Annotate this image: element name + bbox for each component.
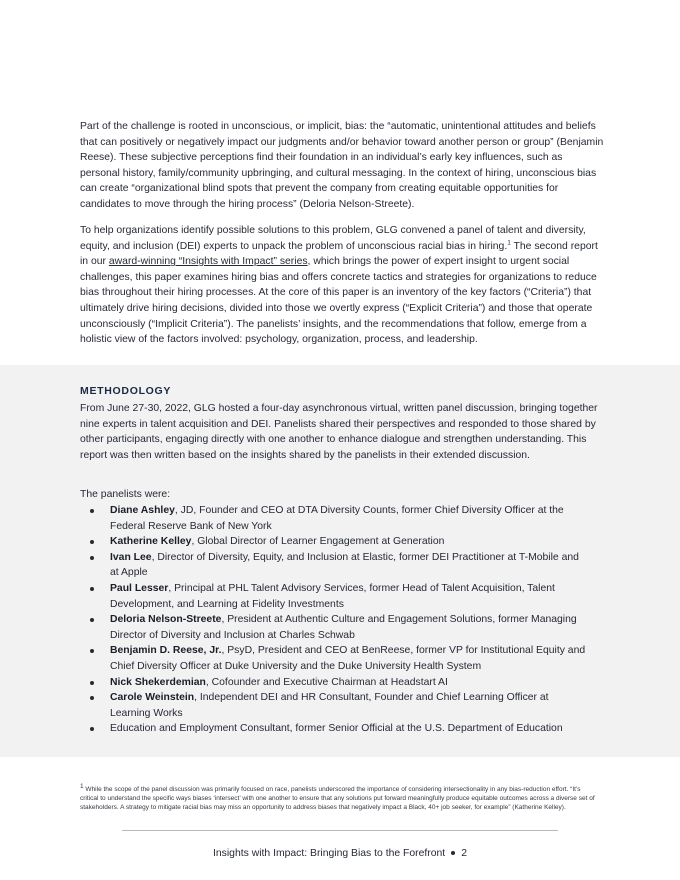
panelist-description: , Global Director of Learner Engagement at Generation: [191, 536, 445, 548]
panelist-description: , President at Authentic Culture and Engagement Solutions, former Managing Director of Diversity and Inclusion at Charles Schwab: [110, 614, 577, 641]
footnote-ref-1[interactable]: 1: [507, 239, 511, 247]
methodology-body: From June 27-30, 2022, GLG hosted a four-day asynchronous virtual, written panel discussion, bringing together nine experts in talent acquisition and DEI. Panelists shared their perspectives and responded to those shared by other participants, engaging directly with one another to enhance dialogue and strengthen understanding. This report was then written based on the insights shared by the panelists in their extended discussion.: [80, 403, 598, 461]
footnote-text: While the scope of the panel discussion was primarily focused on race, panelists underscored the importance of considering intersectionality in any bias-reduction effort. “It’s critical to understand the specific ways biases ‘intersect’ with one another to ensure that any solutions put forward meaningfully produce equitable outcomes across a diverse set of stakeholders. A strategy to mitigate racial bias may miss an opportunity to address biases that negatively impact a Black, 40+ job seeker, for example” (Katherine Kelley).: [80, 786, 595, 811]
panelist-name: Katherine Kelley: [110, 536, 192, 548]
panelists-list: [80, 503, 590, 737]
panelist-item: [80, 503, 590, 534]
panelist-description: , Independent DEI and HR Consultant, Founder and Chief Learning Officer at Learning Works: [110, 692, 549, 719]
panelist-description: , Principal at PHL Talent Advisory Services, former Head of Talent Acquisition, Talent Development, and Learning at Fidelity Investments: [110, 582, 555, 610]
methodology-heading: METHODOLOGY: [80, 385, 172, 397]
panelist-item: [80, 675, 590, 691]
footnote-marker: 1: [80, 782, 84, 790]
panelist-item: [80, 534, 590, 550]
intro-paragraph-2: [80, 223, 604, 348]
panelist-description: , Director of Diversity, Equity, and Inclusion at Elastic, former DEI Practitioner at T-Mobile and at Apple: [110, 551, 579, 579]
panelist-item: [80, 643, 590, 674]
panelist-name: Nick Shekerdemian: [110, 676, 206, 688]
footer-bullet-icon: [451, 851, 455, 855]
panelist-description: Education and Employment Consultant, former Senior Official at the U.S. Department of Education: [110, 723, 563, 735]
panelist-name: Ivan Lee: [110, 551, 152, 563]
panelist-name: Paul Lesser: [110, 582, 169, 594]
page-number: 2: [461, 848, 467, 859]
panelists-intro: The panelists were:: [80, 489, 171, 500]
panelist-item: [80, 690, 590, 721]
panelist-name: Deloria Nelson-Streete: [110, 614, 222, 626]
footer-divider: [122, 830, 558, 831]
insights-series-link[interactable]: award-winning “Insights with Impact” series: [108, 256, 308, 268]
panelist-item: [80, 550, 590, 581]
footer-title: Insights with Impact: Bringing Bias to the Forefront: [213, 848, 446, 859]
footnote: [80, 782, 595, 812]
panelist-item: [80, 721, 590, 737]
intro-paragraph-1: Part of the challenge is rooted in unconscious, or implicit, bias: the “automatic, unintentional attitudes and beliefs that can positively or negatively impact our judgments and/or behavior toward another person or group” (Benjamin Reese). These subjective perceptions find their foundation in an individual’s early key influences, such as personal history, family/community upbringing, and cultural messaging. In the context of hiring, unconscious bias can create “organizational blind spots that prevent the company from creating equitable opportunities for candidates to move through the hiring process” (Deloria Nelson-Streete).: [80, 121, 604, 210]
panelist-name: Diane Ashley: [110, 505, 175, 516]
panelist-description: , PsyD, President and CEO at BenReese, former VP for Institutional Equity and Chief Diversity Officer at Duke University and the Duke University Health System: [110, 645, 586, 672]
intro-paragraph-2-text-a: To help organizations identify possible solutions to this problem, GLG convened a panel of talent and diversity, equity, and inclusion (DEI) experts to unpack the problem of unconscious racial bias in hiring.: [80, 225, 586, 252]
panelist-name: Carole Weinstein: [110, 692, 195, 704]
panelist-name: Benjamin D. Reese, Jr.: [110, 645, 222, 657]
intro-paragraph-2-text-b: The second report in our: [80, 240, 598, 268]
panelist-item: [80, 612, 590, 643]
panelist-description: , Cofounder and Executive Chairman at Headstart AI: [205, 676, 448, 688]
page-footer: [0, 848, 680, 859]
panelist-description: , JD, Founder and CEO at DTA Diversity Counts, former Chief Diversity Officer at the Federal Reserve Bank of New York: [110, 505, 564, 532]
intro-paragraph-2-text-c: , which brings the power of expert insight to urgent social challenges, this paper examines hiring bias and offers concrete tactics and strategies for organizations to reduce bias throughout their hiring processes. At the core of this paper is an inventory of the key factors (“Criteria”) that ultimately drive hiring decisions, divided into those we overtly express (“Explicit Criteria”) and those that operate unconsciously (“Implicit Criteria”). The panelists’ insights, and the recommendations that follow, emerge from a holistic view of the factors involved: psychology, organization, process, and leadership.: [80, 256, 597, 346]
panelist-item: [80, 581, 590, 612]
